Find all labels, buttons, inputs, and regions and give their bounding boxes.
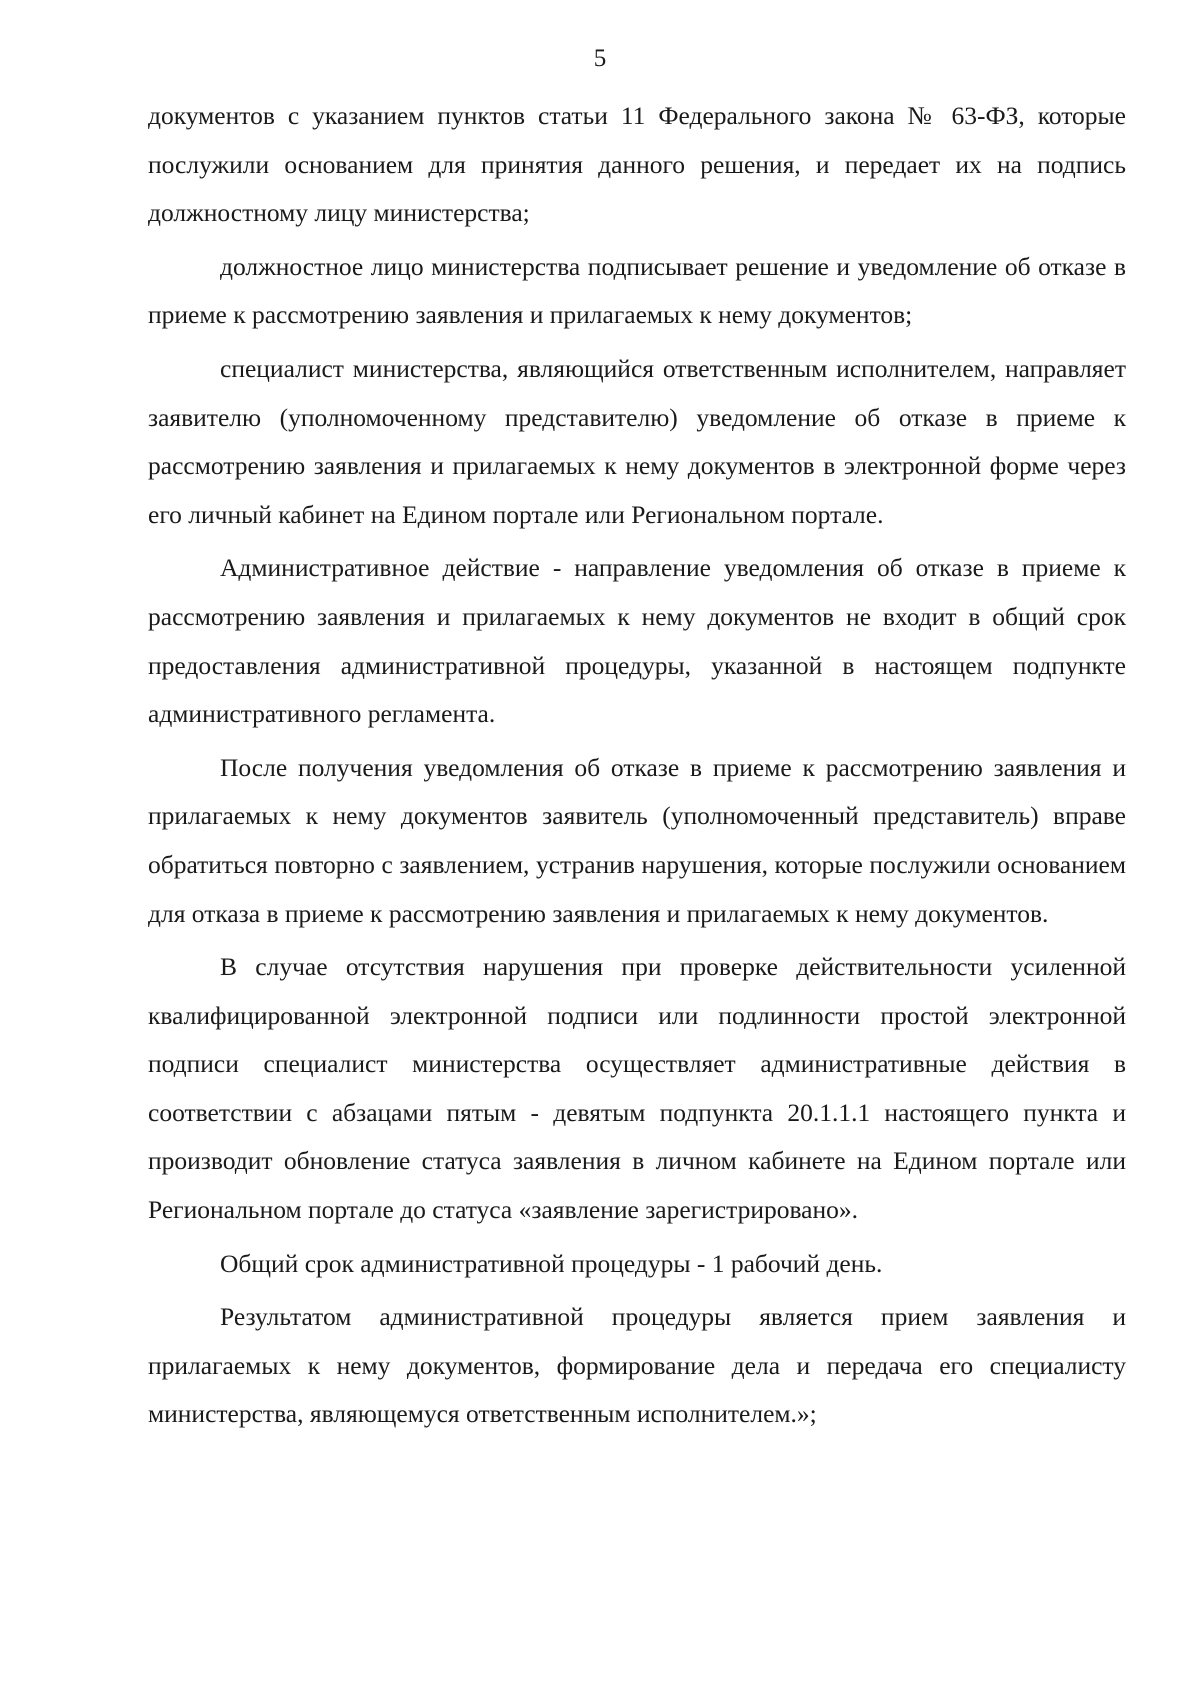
paragraph-notification-sending: специалист министерства, являющийся ответственным исполнителем, направляет заявителю (уполномоченному представителю) уведомление об отказе в приеме к рассмотрению заявления и прилагаемых к нему документов в электронной форме через его личный кабинет на Едином портале или Региональном портале. (148, 353, 1126, 529)
paragraph-result: Результатом административной процедуры является прием заявления и прилагаемых к нему документов, формирование дела и передача его специалисту министерства, являющемуся ответственным исполнителем.»; (148, 1302, 1126, 1429)
paragraph-no-violation: В случае отсутствия нарушения при проверке действительности усиленной квалифицированной электронной подписи или подлинности простой электронной подписи специалист министерства осуществляет административные действия в соответствии с абзацами пятым - девятым подпункта 20.1.1.1 настоящего пункта и производит обновление статуса заявления в личном кабинете на Едином портале или Региональном портале до статуса «заявление зарегистрировано». (148, 952, 1126, 1225)
page-number: 5 (593, 45, 607, 72)
paragraph-total-term: Общий срок административной процедуры - 1 рабочий день. (220, 1248, 883, 1278)
paragraph-continuation: документов с указанием пунктов статьи 11 Федерального закона № 63-ФЗ, которые послужили основанием для принятия данного решения, и передает их на подпись должностному лицу министерства; (148, 101, 1126, 228)
paragraph-signing: должностное лицо министерства подписывает решение и уведомление об отказе в приеме к рассмотрению заявления и прилагаемых к нему документов; (148, 251, 1126, 330)
paragraph-administrative-action: Административное действие - направление уведомления об отказе в приеме к рассмотрению заявления и прилагаемых к нему документов не входит в общий срок предоставления административной процедуры, указанной в настоящем подпункте административного регламента. (148, 553, 1126, 729)
paragraph-repeat-application: После получения уведомления об отказе в приеме к рассмотрению заявления и прилагаемых к нему документов заявитель (уполномоченный представитель) вправе обратиться повторно с заявлением, устранив нарушения, которые послужили основанием для отказа в приеме к рассмотрению заявления и прилагаемых к нему документов. (148, 752, 1126, 928)
document-body (148, 92, 1126, 1444)
